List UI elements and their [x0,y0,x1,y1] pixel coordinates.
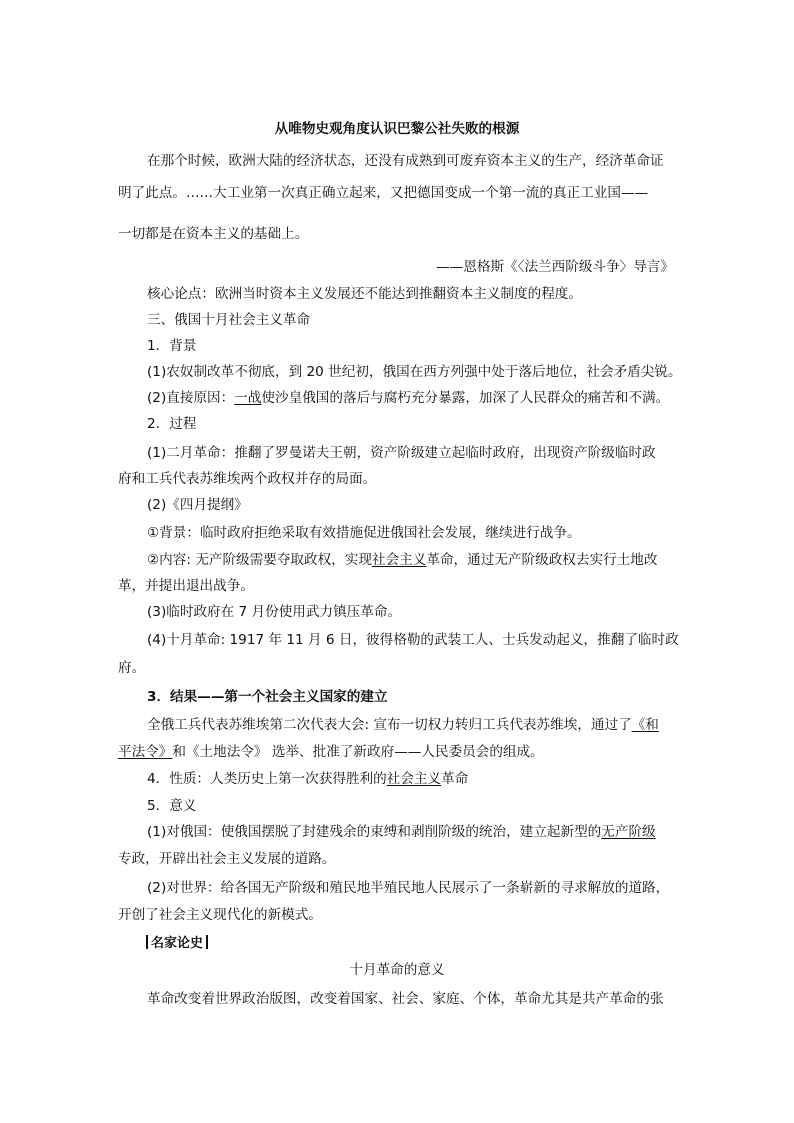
nat-b: 革命 [441,771,469,787]
nat-a: 4．性质：人类历史上第一次获得胜利的 [147,771,387,787]
quote-line-2-text: 明了此点。……大工业第一次真正确立起来，又把德国变成一个第一流的真正工业国—— [118,185,649,201]
background-heading: 1．背景 [147,338,197,354]
significance-point-1-line-1 [0,823,794,841]
background-point-1: (1)农奴制改革不彻底，到 20 世纪初，俄国在西方列强中处于落后地位，社会矛盾尖锐。 [147,364,682,380]
nature-line [0,770,794,788]
famous-paragraph-line-1: 革命改变着世界政治版图，改变着国家、社会、家庭、个体，革命尤其是共产革命的张 [147,991,664,1007]
process-point-1-line-2: 府和工兵代表苏维埃两个政权并存的局面。 [118,471,377,487]
sig-p1u: 无产阶级 [601,824,656,840]
quote-line-1: 在那个时候，欧洲大陆的经济状态，还没有成熟到可废弃资本主义的生产，经济革命证 [147,153,664,169]
process-point-3: (3)临时政府在 7 月份使用武力镇压革命。 [147,604,402,620]
significance-point-1-line-2: 专政，开辟出社会主义发展的道路。 [118,851,336,867]
p2j-underlined: 社会主义 [372,552,427,568]
april-theses-content-line-1 [0,551,794,569]
famous-tag-text: 名家论史 [151,936,204,951]
bg-p2-underlined: 一战 [234,390,262,406]
p2j2: 革命，通过无产阶级政权去实行土地改 [426,552,658,568]
process-heading: 2．过程 [147,416,197,432]
result-line-1 [0,716,794,734]
significance-point-2-line-2: 开创了社会主义现代化的新模式。 [118,907,322,923]
res-p1a: 全俄工兵代表苏维埃第二次代表大会: 宣布一切权力转归工兵代表苏维埃，通过了 [147,717,632,733]
process-point-4-line-1: (4)十月革命: 1917 年 11 月 6 日，彼得格勒的武装工人、士兵发动起义，推翻了临时政 [147,632,679,648]
bg-p2-a: (2)直接原因： [147,390,235,406]
p2j1: ②内容: 无产阶级需要夺取政权，实现 [147,552,372,568]
april-theses-background: ①背景：临时政府拒绝采取有效措施促进俄国社会发展，继续进行战争。 [147,525,581,541]
tag-bar-right [206,935,208,949]
bg-p2-b: 使沙皇俄国的落后与腐朽充分暴露，加深了人民群众的痛苦和不满。 [261,390,670,406]
res-u1: 《和 [631,717,659,733]
nat-u: 社会主义 [386,771,442,787]
core-argument: 核心论点：欧洲当时资本主义发展还不能达到推翻资本主义制度的程度。 [147,286,582,302]
res-u2: 平法令》 [118,744,173,760]
process-point-4-line-2: 府。 [118,660,146,676]
process-point-1-line-1: (1)二月革命：推翻了罗曼诺夫王朝，资产阶级建立起临时政府，出现资产阶级临时政 [147,445,656,461]
res-p1b: 和《土地法令》 选举、批准了新政府——人民委员会的组成。 [172,744,544,760]
famous-title: 十月革命的意义 [349,962,445,978]
quote-source: ——恩格斯《〈法兰西阶级斗争〉导言》 [436,259,674,275]
box-title: 从唯物史观角度认识巴黎公社失败的根源 [274,121,520,137]
quote-line-2 [0,184,794,202]
result-line-2 [0,743,794,761]
section-heading: 三、俄国十月社会主义革命 [147,312,311,328]
result-heading: 3．结果——第一个社会主义国家的建立 [147,689,388,705]
tag-bar-left [146,935,148,949]
april-theses-heading: (2)《四月提纲》 [147,497,248,513]
background-point-2 [0,389,794,407]
significance-point-2-line-1: (2)对世界：给各国无产阶级和殖民地半殖民地人民展示了一条崭新的寻求解放的道路， [147,880,670,896]
quote-line-3: 一切都是在资本主义的基础上。 [118,226,309,242]
famous-tag [0,934,794,953]
april-theses-content-line-2: 革，并提出退出战争。 [118,578,254,594]
sig-p1a: (1)对俄国：使俄国摆脱了封建残余的束缚和剥削阶级的统治，建立起新型的 [147,824,602,840]
significance-heading: 5．意义 [147,798,197,814]
